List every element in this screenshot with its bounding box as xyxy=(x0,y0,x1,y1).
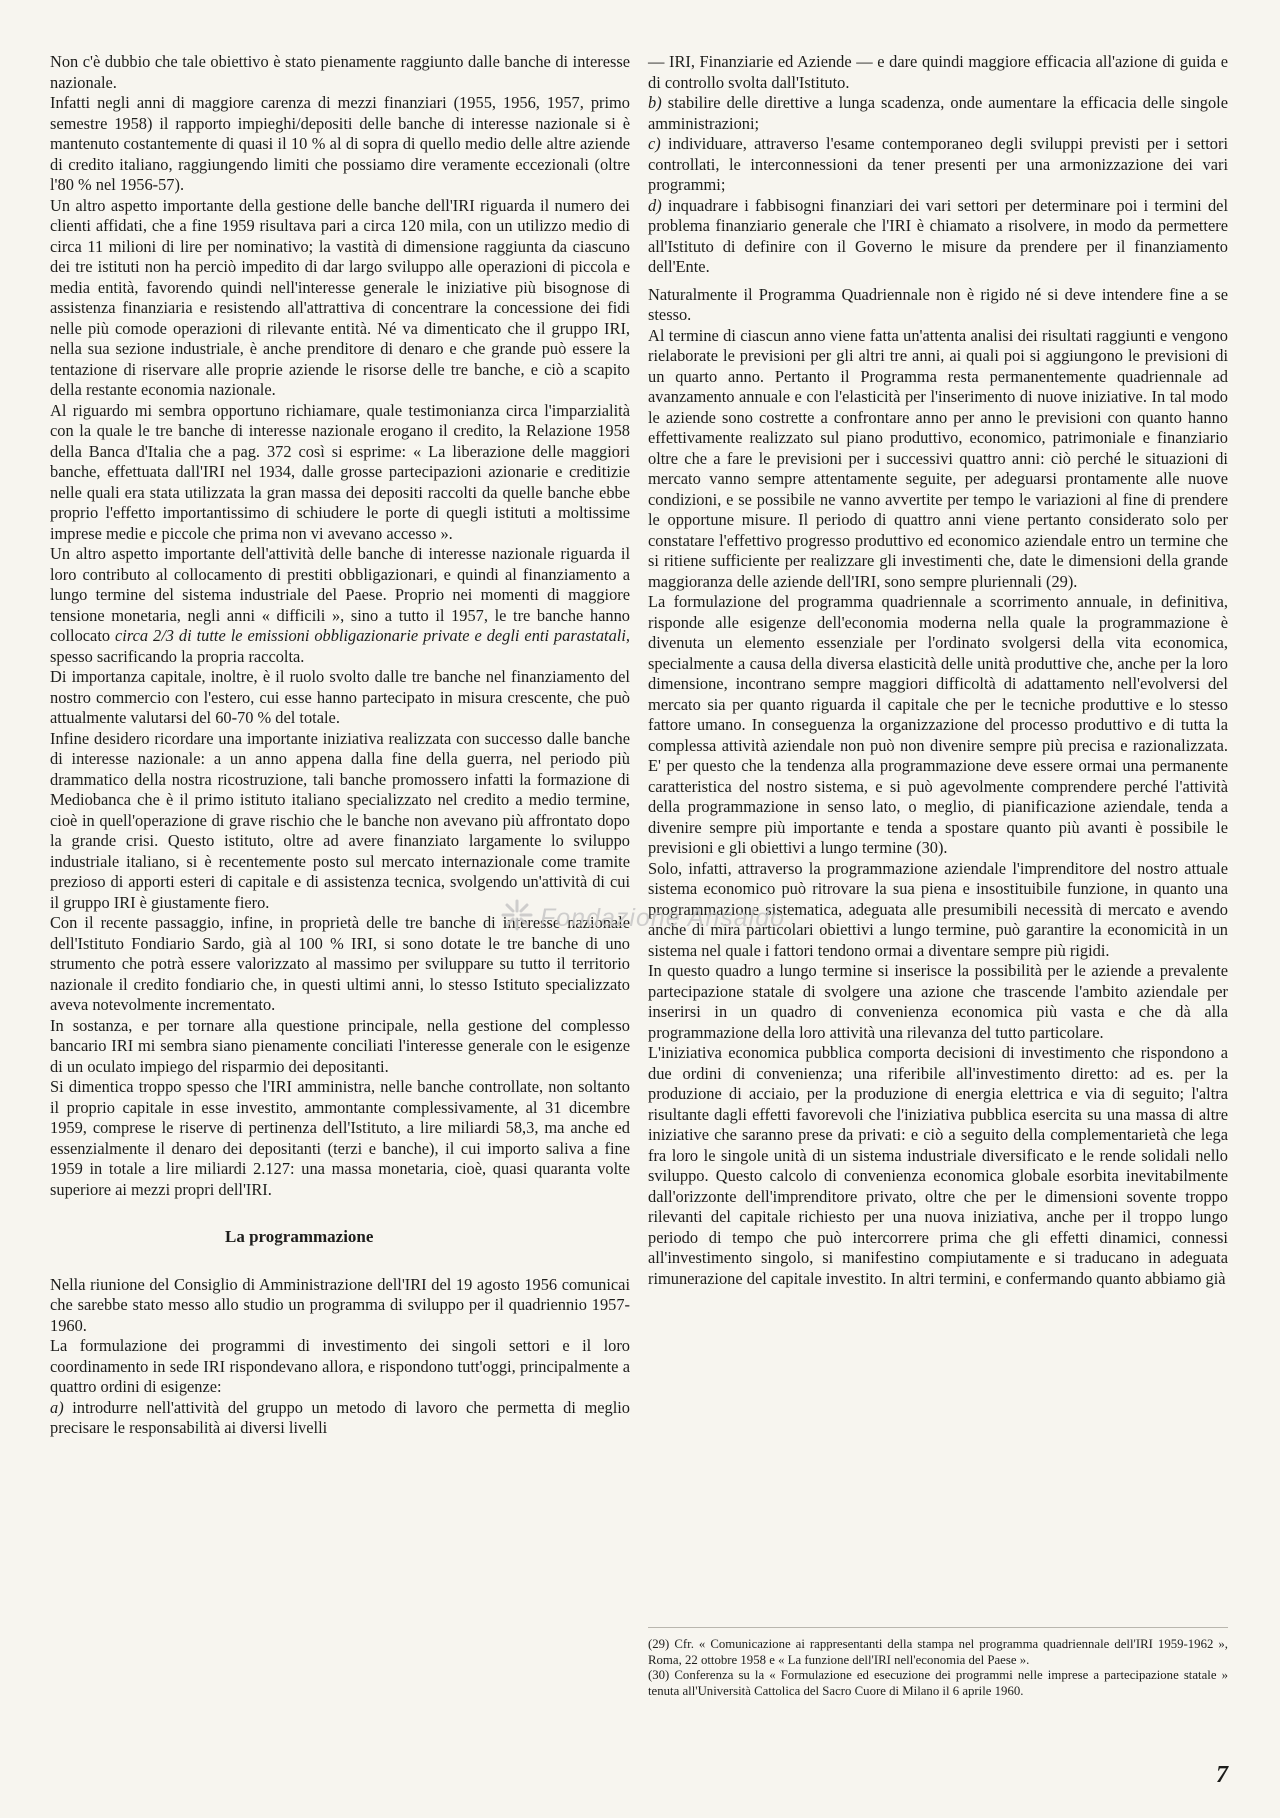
paragraph: Al riguardo mi sembra opportuno richiamare, quale testimonianza circa l'imparzialità con la quale le tre banche di interesse nazionale erogano il credito, la Relazione 1958 della Banca d'Italia che a pag. 372 così si esprime: « La liberazione delle maggiori banche, effettuata dall'IRI nel 1934, dalle grosse partecipazioni azionarie e creditizie nelle quali era stata utilizzata la gran massa dei depositi raccolti da quelle banche ebbe proprio l'effetto importantissimo di schiudere le porte di quegli istituti a moltissime imprese medie e piccole che prima non vi avevano accesso ». xyxy=(50,400,630,543)
list-letter: c) xyxy=(648,134,661,153)
watermark-text: Fondazione Ansaldo xyxy=(540,904,786,932)
paragraph: L'iniziativa economica pubblica comporta decisioni di investimento che rispondono a due ordini di convenienza; una riferibile all'investimento diretto: ad es. per la produzione di acciaio, per la produzione di energia elettrica e via di seguito; l'altra risultante dagli effetti favorevoli che l'iniziativa pubblica esercita su una massa di altre iniziative che saranno prese da privati: e ciò a seguito della complementarietà che lega fra loro le singole unità di un sistema industriale diversificato e le rende solidali nello sviluppo. Questo calcolo di convenienza economica globale esorbita inevitabilmente dall'orizzonte dell'imprenditore privato, oltre che per le dimensioni sovente troppo rilevanti del capitale richiesto per una nuova iniziativa, anche per il troppo lungo periodo di tempo che può intercorrere prima che gli effetti dinamici, connessi all'investimento singolo, si manifestino compiutamente e si traducano in adeguata rimunerazione del capitale investito. In altri termini, e confermando quanto abbiamo già xyxy=(648,1043,1228,1288)
paragraph: Al termine di ciascun anno viene fatta un'attenta analisi dei risultati raggiunti e vengono rielaborate le previsioni per gli altri tre anni, ai quali poi si aggiungono le previsioni di un quarto anno. Pertanto il Programma resta permanentemente quadriennale ad avanzamento annuale e con l'elasticità per l'inserimento di nuove iniziative. In tal modo le aziende sono costrette a confrontare anno per anno le previsioni con quanto hanno effettivamente realizzato sul piano produttivo, economico, patrimoniale e finanziario oltre che a fare le previsioni per i successivi quattro anni: ciò perché le situazioni di mercato vanno sempre attentamente seguite, per adeguarsi prontamente alle nuove condizioni, e se possibile ne vanno avvertite per tempo le variazioni al fine di prendere le opportune misure. Il periodo di quattro anni viene pertanto considerato solo per constatare l'effettivo progresso produttivo ed economico aziendale entro un termine che si ritiene sufficiente per realizzare gli investimenti che, date le dimensioni della grande maggioranza delle aziende dell'IRI, sono sempre pluriennali (29). xyxy=(648,325,1228,591)
page-number: 7 xyxy=(1216,1762,1228,1788)
list-letter: b) xyxy=(648,93,662,112)
paragraph: Un altro aspetto importante della gestione delle banche dell'IRI riguarda il numero dei clienti affidati, che a fine 1959 risultava pari a circa 120 mila, con un utilizzo medio di circa 11 milioni di lire per nominativo; la vastità di dimensione raggiunta da ciascuno dei tre istituti non ha perciò impedito di dar largo sviluppo alle operazioni di piccola e media entità, favorendo quindi nell'interesse generale le iniziative più bisognose di assistenza finanziaria e resistendo all'attrattiva di concentrare la concessione dei fidi nelle più comode operazioni di rilevante entità. Né va dimenticato che il gruppo IRI, nella sua sezione industriale, è anche prenditore di denaro e che grande può essere la tentazione di riservare alle proprie aziende le risorse delle tre banche, e ciò a scapito della restante economia nazionale. xyxy=(50,195,630,399)
paragraph: Di importanza capitale, inoltre, è il ruolo svolto dalle tre banche nel finanziamento del nostro commercio con l'estero, cui esse hanno partecipato in misura crescente, che può attualmente valutarsi del 60-70 % del totale. xyxy=(50,667,630,727)
ansaldo-star-logo-icon xyxy=(500,898,534,939)
list-letter: a) xyxy=(50,1397,64,1417)
right-column xyxy=(648,52,1228,1289)
section-heading: La programmazione xyxy=(225,1227,374,1246)
footnote-30: (30) Conferenza su la « Formulazione ed esecuzione dei programmi nelle imprese a partecipazione statale » tenuta all'Università Cattolica del Sacro Cuore di Milano il 6 aprile 1960. xyxy=(648,1668,1228,1698)
list-item xyxy=(648,93,1228,134)
list-item xyxy=(648,196,1228,278)
list-item xyxy=(648,134,1228,196)
paragraph: In sostanza, e per tornare alla questione principale, nella gestione del complesso bancario IRI mi sembra siano pienamente conciliati l'interesse generale con le esigenze di un oculato impiego del risparmio dei depositanti. xyxy=(50,1015,630,1076)
paragraph: Nella riunione del Consiglio di Amministrazione dell'IRI del 19 agosto 1956 comunicai che sarebbe stato messo allo studio un programma di sviluppo per il quadriennio 1957-1960. xyxy=(50,1274,630,1335)
italic-emphasis: circa 2/3 di tutte le emissioni obbligazionarie private e degli enti parastatali, xyxy=(115,626,630,645)
left-column xyxy=(50,52,630,1439)
paragraph xyxy=(50,544,630,667)
list-item xyxy=(50,1398,630,1439)
paragraph: Si dimentica troppo spesso che l'IRI amministra, nelle banche controllate, non soltanto il proprio capitale in esse investito, ammontante complessivamente, al 31 dicembre 1959, comprese le riserve di pertinenza dell'Istituto, a lire miliardi 58,3, ma anche ed essenzialmente il denaro dei depositanti (terzi e banche), il cui importo saliva a fine 1959 in totale a lire miliardi 2.127: una massa monetaria, cioè, quasi quaranta volte superiore ai mezzi propri dell'IRI. xyxy=(50,1077,630,1199)
paragraph-text: spesso sacrificando la propria raccolta. xyxy=(50,646,305,666)
list-item-text: inquadrare i fabbisogni finanziari dei vari settori per determinare poi i termini del problema finanziario generale che l'IRI è chiamato a risolvere, in modo da permettere all'Istituto di definire con il Governo le misure da prendere per il finanziamento dell'Ente. xyxy=(648,195,1228,276)
paragraph: Infatti negli anni di maggiore carenza di mezzi finanziari (1955, 1956, 1957, primo semestre 1958) il rapporto impieghi/depositi delle banche di interesse nazionale si è mantenuto costantemente di quasi il 10 % al di sopra di quello medio delle altre aziende di credito italiano, raggiungendo limiti che possiamo dire veramente eccezionali (oltre l'80 % nel 1956-57). xyxy=(50,93,630,194)
footnote-29: (29) Cfr. « Comunicazione ai rappresentanti della stampa nel programma quadriennale dell'IRI 1959-1962 », Roma, 22 ottobre 1958 e « La funzione dell'IRI nell'economia del Paese ». xyxy=(648,1637,1228,1667)
paragraph: In questo quadro a lungo termine si inserisce la possibilità per le aziende a prevalente partecipazione statale di svolgere una azione che trascende l'ambito aziendale per inserirsi in un quadro di convenienza economica più vasta e che dà alla programmazione della loro attività una rilevanza del tutto particolare. xyxy=(648,961,1228,1042)
paragraph: Solo, infatti, attraverso la programmazione aziendale l'imprenditore del nostro attuale sistema economico può ritrovare la sua piena e insostituibile funzione, in quanto una programmazione sistematica, adeguata alle presumibili necessità di mercato e avendo anche di mira particolari obiettivi a lungo termine, può garantire la economicità in un sistema nel quale i fattori tendono ormai a diventare sempre più rigidi. xyxy=(648,858,1228,960)
paragraph: Con il recente passaggio, infine, in proprietà delle tre banche di interesse nazionale dell'Istituto Fondiario Sardo, già al 100 % IRI, si sono dotate le tre banche di uno strumento che potrà essere valorizzato al massimo per sviluppare su tutto il territorio nazionale il credito fondiario che, in questi ultimi anni, lo stesso Istituto specializzato aveva notevolmente incrementato. xyxy=(50,913,630,1014)
paragraph: Naturalmente il Programma Quadriennale non è rigido né si deve intendere fine a se stesso. xyxy=(648,284,1228,324)
paragraph: Infine desidero ricordare una importante iniziativa realizzata con successo dalle banche di interesse nazionale: a un anno appena dalla fine della guerra, nel periodo più drammatico della nostra ricostruzione, tali banche promossero infatti la formazione di Mediobanca che è il primo istituto italiano specializzato nel credito a medio termine, cioè in quell'operazione di grave rischio che le banche non avevano più affrontato dopo la grande crisi. Questo istituto, oltre ad avere finanziato largamente lo sviluppo industriale italiano, si è recentemente posto sul mercato internazionale come tramite prezioso di apporti esteri di capitale e di assistenza tecnica, svolgendo un'attività di cui il gruppo IRI è giustamente fiero. xyxy=(50,728,630,912)
watermark xyxy=(500,898,785,939)
paragraph-text: Un altro aspetto importante dell'attività delle banche di interesse nazionale riguarda il loro contributo al collocamento di prestiti obbligazionari, e quindi al finanziamento a lungo termine del sistema industriale del Paese. Proprio nei momenti di maggiore tensione monetaria, negli anni « difficili », sino a tutto il 1957, le tre banche hanno collocato xyxy=(50,544,630,645)
paragraph: — IRI, Finanziarie ed Aziende — e dare quindi maggiore efficacia all'azione di guida e di controllo svolta dall'Istituto. xyxy=(648,52,1228,92)
list-letter: d) xyxy=(648,195,662,215)
footnotes xyxy=(648,1627,1228,1699)
paragraph: La formulazione del programma quadriennale a scorrimento annuale, in definitiva, risponde alle esigenze dell'economia moderna nella quale la programmazione è divenuta un elemento essenziale per l'ordinato svolgersi della vita economica, specialmente a causa della diversa elasticità delle unità produttive che, anche per la loro dimensione, incontrano sempre maggiori difficoltà di adattamento nell'evolversi del mercato sia per quanto riguarda il capitale che per le tecniche produttive e lo stesso fattore umano. In conseguenza la organizzazione del processo produttivo e di tutta la complessa attività aziendale non può non divenire sempre più precisa e razionalizzata. E' per questo che la tendenza alla programmazione deve essere ormai una permanente caratteristica del nostro sistema, e si può agevolmente comprendere perché l'attività della programmazione in senso lato, o meglio, di pianificazione aziendale, tenda a divenire sempre più importante e tenda a spostare quanto più avanti è possibile le previsioni e gli obiettivi a lungo termine (30). xyxy=(648,592,1228,857)
list-item-text: individuare, attraverso l'esame contemporaneo degli sviluppi previsti per i settori controllati, le interconnessioni da tener presenti per una armonizzazione dei vari programmi; xyxy=(648,134,1228,194)
list-item-text: introdurre nell'attività del gruppo un metodo di lavoro che permetta di meglio precisare le responsabilità ai diversi livelli xyxy=(50,1397,630,1437)
paragraph: Non c'è dubbio che tale obiettivo è stato pienamente raggiunto dalle banche di interesse nazionale. xyxy=(50,52,630,92)
paragraph: La formulazione dei programmi di investimento dei singoli settori e il loro coordinamento in sede IRI rispondevano allora, e rispondono tutt'oggi, principalmente a quattro ordini di esigenze: xyxy=(50,1336,630,1396)
list-item-text: stabilire delle direttive a lunga scadenza, onde aumentare la efficacia delle singole amministrazioni; xyxy=(648,93,1228,133)
